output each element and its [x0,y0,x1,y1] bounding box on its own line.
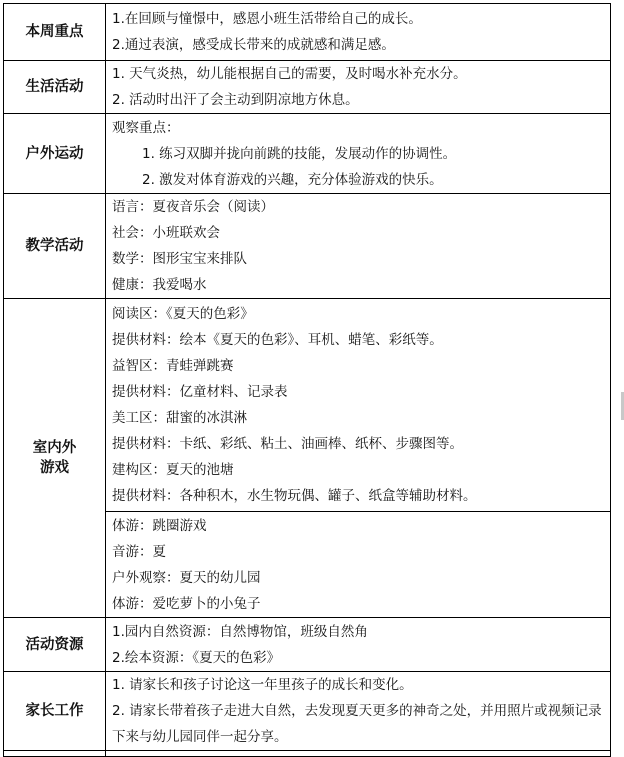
list-item: 语言：夏夜音乐会（阅读） [112,199,274,215]
table-row [4,114,611,194]
games-label-line1: 室内外 [32,440,77,456]
list-item: 提供材料：卡纸、彩纸、粘土、油画棒、纸杯、步骤图等。 [112,436,463,452]
row-label-outdoor-sports: 户外运动 [4,114,106,194]
list-item: 美工区：甜蜜的冰淇淋 [112,410,247,426]
weekly-plan-table [3,3,611,757]
indoor-games-content [106,299,611,512]
list-item: 音游：夏 [112,543,166,560]
list-item: 阅读区：《夏天的色彩》 [112,306,254,322]
list-item: 1.园内自然资源：自然博物馆，班级自然角 [112,623,368,640]
row-label-weekly-focus: 本周重点 [4,4,106,61]
table-row [4,4,611,61]
teaching-activities-content [106,194,611,299]
list-item: 1. 请家长和孩子讨论这一年里孩子的成长和变化。 [112,677,413,693]
table-row [4,751,611,757]
empty-cell [4,751,106,757]
list-item: 益智区：青蛙弹跳赛 [112,358,234,374]
list-item: 数学：图形宝宝来排队 [112,251,247,267]
empty-cell [106,751,611,757]
table-row [4,61,611,114]
row-label-teaching-activities: 教学活动 [4,194,106,299]
list-item: 1. 练习双脚并拢向前跳的技能，发展动作的协调性。 [142,145,457,162]
table-row [4,618,611,672]
list-item: 体游：爱吃萝卜的小兔子 [112,595,261,612]
list-item: 2. 激发对体育游戏的兴趣，充分体验游戏的快乐。 [142,171,443,188]
list-item: 2. 活动时出汗了会主动到阴凉地方休息。 [112,92,359,108]
list-item: 提供材料：各种积木，水生物玩偶、罐子、纸盒等辅助材料。 [112,488,477,504]
table-row [4,299,611,512]
list-item: 健康：我爱喝水 [112,277,207,293]
list-item: 建构区：夏天的池塘 [112,462,234,478]
outdoor-games-content [106,512,611,618]
daily-life-content [106,61,611,114]
parent-work-content [106,672,611,751]
weekly-focus-content [106,4,611,61]
list-item: 2.绘本资源：《夏天的色彩》 [112,649,281,666]
games-label-line2: 游戏 [40,460,69,476]
list-item: 1.在回顾与憧憬中，感恩小班生活带给自己的成长。 [112,11,422,27]
list-item: 提供材料：绘本《夏天的色彩》、耳机、蜡笔、彩纸等。 [112,332,443,348]
list-item: 2. 请家长带着孩子走进大自然，去发现夏天更多的神奇之处，并用照片或视频记录下来与幼儿园同伴一起分享。 [112,703,602,745]
table-row [4,194,611,299]
outdoor-sports-content [106,114,611,194]
list-item: 2.通过表演，感受成长带来的成就感和满足感。 [112,37,395,53]
row-label-activity-resources: 活动资源 [4,618,106,672]
list-item: 户外观察：夏天的幼儿园 [112,569,261,586]
list-item: 体游：跳圈游戏 [112,517,207,534]
row-label-parent-work: 家长工作 [4,672,106,751]
table-row [4,672,611,751]
list-item: 社会：小班联欢会 [112,225,220,241]
list-item: 1. 天气炎热，幼儿能根据自己的需要，及时喝水补充水分。 [112,66,467,82]
observation-heading: 观察重点： [112,119,180,136]
row-label-games [4,299,106,618]
row-label-daily-life: 生活活动 [4,61,106,114]
activity-resources-content [106,618,611,672]
list-item: 提供材料：亿童材料、记录表 [112,384,288,400]
